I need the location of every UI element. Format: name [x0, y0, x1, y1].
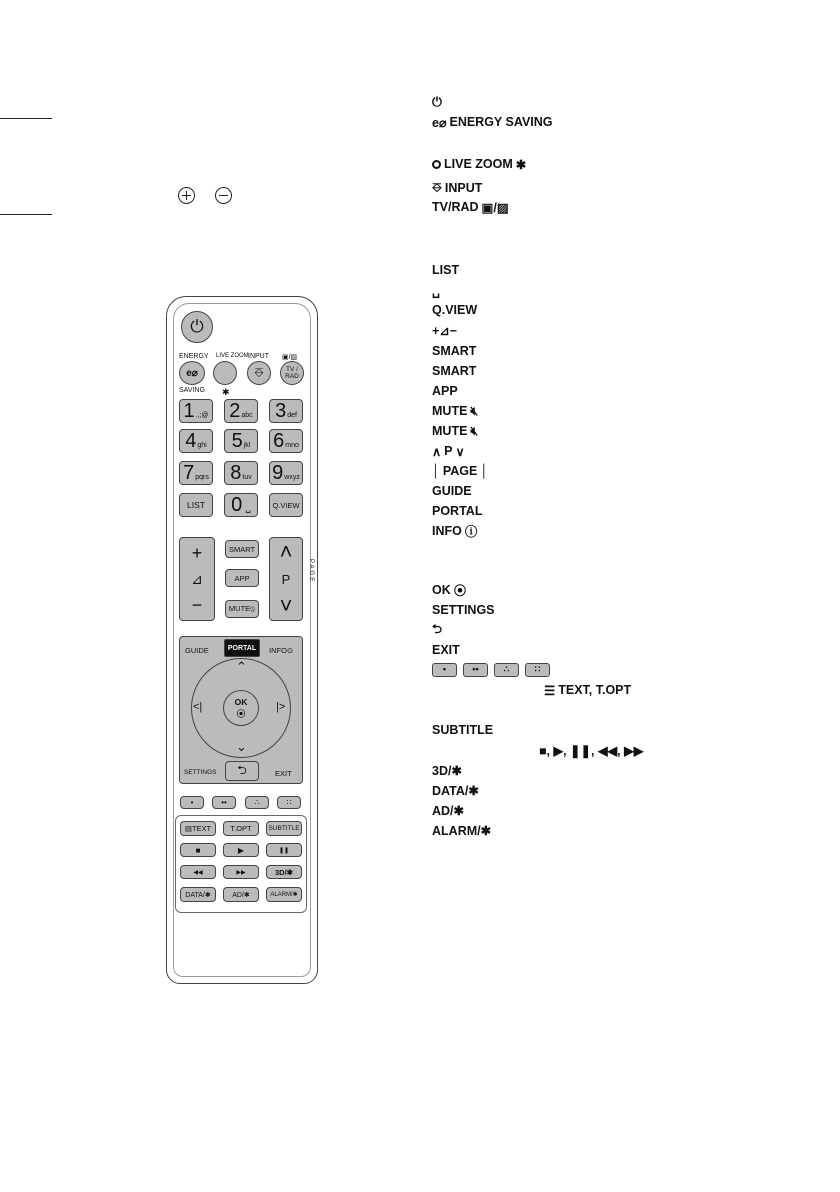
portal-button[interactable]: PORTAL: [224, 639, 260, 657]
chevron-down-icon: ∨: [455, 444, 465, 459]
tvrad-top-label: ▣/▨: [282, 354, 298, 361]
energy-saving-button[interactable]: e⌀: [179, 361, 205, 385]
key-7[interactable]: 7 pqrs: [179, 461, 213, 485]
tv-radio-icon: ▣/▨: [481, 200, 509, 215]
legend-subtitle: SUBTITLE: [432, 723, 494, 737]
red-button[interactable]: •: [180, 796, 204, 809]
fast-forward-button[interactable]: [223, 865, 259, 879]
legend-input: ⎑ INPUT: [432, 180, 483, 195]
target-icon: ⦿: [236, 708, 246, 719]
legend-ok: OK ⦿: [432, 583, 467, 598]
speaker-mute-icon: 🔇︎: [470, 403, 479, 418]
pause-icon: ❚❚: [278, 847, 290, 854]
color-key-2: ••: [463, 663, 488, 677]
plus-circle-icon: [178, 187, 195, 204]
dpad-right[interactable]: |>: [276, 701, 286, 713]
info-button[interactable]: INFO⊙: [269, 646, 294, 655]
back-icon: ⮌: [432, 621, 443, 636]
saving-label: SAVING: [179, 387, 205, 394]
rewind-button[interactable]: [180, 865, 216, 879]
legend-back: [432, 622, 442, 638]
q-view-button[interactable]: Q.VIEW: [269, 493, 303, 517]
legend-smart-1: SMART: [432, 344, 477, 358]
info-icon: ⓘ: [464, 525, 478, 539]
input-icon: ⎑: [254, 365, 264, 380]
volume-up[interactable]: +: [191, 543, 203, 563]
legend-power: [432, 94, 442, 110]
page-side-label: PAGE: [308, 559, 314, 584]
teletext-icon: ☰: [544, 683, 556, 698]
legend-mute-2: MUTE 🔇︎: [432, 423, 479, 438]
input-icon: ⎑: [432, 180, 442, 195]
power-button[interactable]: [181, 311, 213, 343]
green-button[interactable]: ••: [212, 796, 236, 809]
page-bar-icon: │: [432, 464, 440, 478]
legend-guide: GUIDE: [432, 484, 472, 498]
key-3[interactable]: 3 def: [269, 399, 303, 423]
legend-exit: EXIT: [432, 643, 460, 657]
color-key-1: •: [432, 663, 457, 677]
key-0[interactable]: 0 ␣: [224, 493, 258, 517]
ad-button[interactable]: AD/✱: [223, 887, 259, 902]
volume-rocker[interactable]: [179, 537, 215, 621]
app-button[interactable]: APP: [225, 569, 259, 587]
live-zoom-button[interactable]: [213, 361, 237, 385]
remote-control: [166, 296, 318, 984]
settings-button[interactable]: SETTINGS: [184, 769, 217, 776]
energy-icon: e⌀: [432, 115, 447, 130]
legend-data: DATA/✱: [432, 783, 479, 798]
list-button[interactable]: LIST: [179, 493, 213, 517]
speaker-mute-icon: 🔇︎: [470, 423, 479, 438]
play-button[interactable]: [223, 843, 259, 857]
power-icon: ⏻: [432, 94, 442, 109]
input-button[interactable]: [247, 361, 271, 385]
dpad-left[interactable]: <|: [193, 701, 203, 713]
fast-forward-icon: ▶▶: [236, 869, 246, 876]
legend-app: APP: [432, 384, 458, 398]
legend-portal: PORTAL: [432, 504, 483, 518]
legend-3d: 3D/✱: [432, 763, 462, 778]
legend-text-topt: ☰ TEXT, T.OPT: [544, 683, 632, 698]
play-icon: ▶: [237, 845, 245, 855]
space-icon: ␣: [432, 283, 440, 298]
dpad-down[interactable]: ⌄: [236, 739, 247, 754]
margin-rule-top: [0, 118, 52, 119]
legend-smart-2: SMART: [432, 364, 477, 378]
input-label: INPUT: [248, 353, 269, 360]
guide-button[interactable]: GUIDE: [185, 646, 209, 655]
margin-rule-bottom: [0, 214, 52, 215]
stop-button[interactable]: [180, 843, 216, 857]
star-icon: ✱: [515, 157, 527, 172]
energy-label: ENERGY: [179, 353, 209, 360]
channel-up[interactable]: ˄: [279, 539, 293, 564]
key-4[interactable]: 4 ghi: [179, 429, 213, 453]
legend-ad: AD/✱: [432, 803, 465, 818]
page-bar-icon: │: [480, 464, 489, 478]
data-button[interactable]: DATA/✱: [180, 887, 216, 902]
legend-color-keys: [432, 662, 553, 678]
key-8[interactable]: 8 tuv: [224, 461, 258, 485]
blue-button[interactable]: ∷: [277, 796, 301, 809]
stop-icon: ■: [195, 845, 201, 855]
legend-space: [432, 282, 440, 298]
legend-settings: SETTINGS: [432, 603, 495, 617]
tv-rad-button[interactable]: TV / RAD: [280, 361, 304, 385]
text-button[interactable]: ▤TEXT: [180, 821, 216, 836]
t-opt-button[interactable]: T.OPT: [223, 821, 259, 836]
alarm-button[interactable]: ALARM/✱: [266, 887, 302, 902]
legend-info: INFO ⓘ: [432, 524, 478, 539]
mute-button[interactable]: MUTE⦸: [225, 600, 259, 618]
dpad-up[interactable]: ⌃: [236, 659, 247, 674]
ring-icon: [432, 160, 441, 169]
key-2[interactable]: 2 abc: [224, 399, 258, 423]
legend-mute-1: MUTE 🔇︎: [432, 403, 479, 418]
legend-tv-rad: TV/RAD ▣/▨: [432, 200, 509, 215]
volume-icon: ⊿: [191, 570, 203, 587]
pause-button[interactable]: [266, 843, 302, 857]
playback-icons: ■, ▶, ❚❚, ◀◀, ▶▶: [539, 743, 644, 758]
exit-button[interactable]: EXIT: [275, 769, 292, 778]
target-icon: ⦿: [453, 584, 467, 598]
back-icon: ⮌: [237, 762, 247, 777]
channel-p-label: P: [281, 571, 291, 587]
legend-list: LIST: [432, 263, 460, 277]
color-key-4: ∷: [525, 663, 550, 677]
subtitle-button[interactable]: SUBTITLE: [266, 821, 302, 836]
back-button[interactable]: [225, 761, 259, 781]
color-key-3: ∴: [494, 663, 519, 677]
legend-volume: [432, 322, 457, 338]
power-icon: ⏻: [190, 317, 204, 336]
key-9[interactable]: 9 wxyz: [269, 461, 303, 485]
channel-down[interactable]: ˅: [279, 593, 293, 619]
chevron-up-icon: ∧: [432, 444, 442, 459]
volume-down[interactable]: −: [191, 595, 203, 615]
legend-live-zoom: LIVE ZOOM ✱: [432, 156, 526, 172]
star-icon: ✱: [222, 387, 230, 397]
yellow-button[interactable]: ∴: [245, 796, 269, 809]
legend-program: ∧ P ∨: [432, 444, 465, 459]
3d-button[interactable]: 3D/✱: [266, 865, 302, 879]
legend-page: │ PAGE │: [432, 464, 489, 478]
key-1[interactable]: 1 .,;@: [179, 399, 213, 423]
legend-energy-saving: e⌀ ENERGY SAVING: [432, 115, 553, 130]
rewind-icon: ◀◀: [193, 869, 203, 876]
key-6[interactable]: 6 mno: [269, 429, 303, 453]
live-zoom-label: LIVE ZOOM: [216, 353, 249, 359]
zoom-symbols: [178, 187, 232, 204]
legend-q-view: Q.VIEW: [432, 303, 478, 317]
ok-button[interactable]: OK ⦿: [223, 690, 259, 726]
smart-button[interactable]: SMART: [225, 540, 259, 558]
legend-alarm: ALARM/✱: [432, 823, 492, 838]
minus-circle-icon: [215, 187, 232, 204]
volume-icon: +⊿−: [432, 323, 458, 338]
key-5[interactable]: 5 jkl: [224, 429, 258, 453]
legend-playback: [539, 742, 643, 758]
channel-rocker[interactable]: [269, 537, 303, 621]
